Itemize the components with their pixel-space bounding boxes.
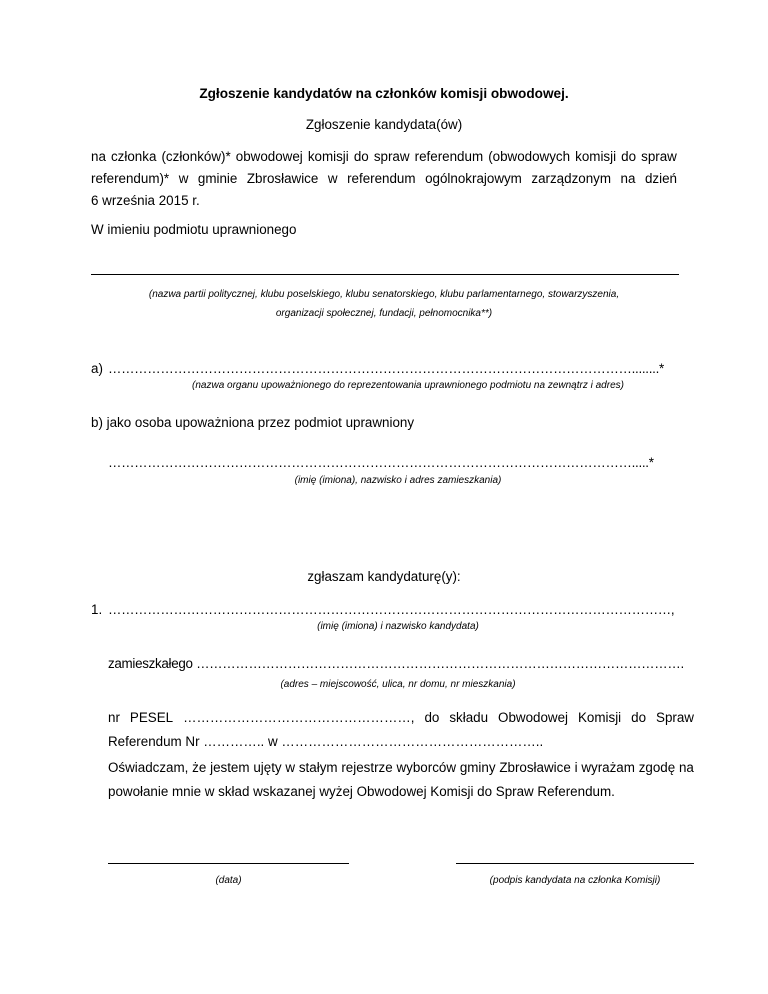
word: dzień: [644, 171, 677, 186]
word: referendum: [414, 149, 484, 164]
word: w: [178, 171, 189, 186]
word: spraw: [641, 149, 677, 164]
word: (członków)*: [161, 149, 231, 164]
word: wyborców: [396, 760, 457, 775]
candidate-number: 1.: [91, 602, 103, 617]
date-caption: (data): [215, 875, 242, 886]
signature-caption: (podpis kandydata na członka Komisji): [489, 875, 661, 886]
word: Spraw: [656, 710, 694, 725]
option-b-dots: ………………………………………………………………………………………………………….....*: [108, 455, 654, 470]
word: zgodę: [638, 760, 676, 775]
word: w: [327, 171, 338, 186]
signature-line: [456, 863, 694, 864]
word: na: [91, 149, 106, 164]
option-a-dots: …………………………………………………………………………………………………………........*: [108, 361, 664, 376]
word: jestem: [210, 760, 250, 775]
intro-line-2: [91, 171, 677, 186]
word: że: [192, 760, 207, 775]
word: referendum)*: [91, 171, 170, 186]
word: spraw: [373, 149, 410, 164]
word: i: [574, 760, 578, 775]
word: komisji: [575, 149, 617, 164]
option-a-caption: (nazwa organu upoważnionego do reprezentowania uprawnionego podmiotu na zewnątrz i adres): [192, 380, 624, 391]
candidate-address-caption: (adres – miejscowość, ulica, nr domu, nr mieszkania): [280, 679, 516, 690]
word: na: [620, 171, 636, 186]
word: (obwodowych: [488, 149, 571, 164]
word: do: [353, 149, 369, 164]
document-title: Zgłoszenie kandydatów na członków komisji obwodowej.: [199, 86, 569, 101]
word: w: [285, 760, 296, 775]
word: rejestrze: [341, 760, 393, 775]
word: komisji: [307, 149, 349, 164]
nominate-text: zgłaszam kandydaturę(y):: [307, 569, 461, 584]
word: na: [678, 760, 694, 775]
word: obwodowej: [235, 149, 303, 164]
word: członka: [110, 149, 157, 164]
word: ……………………………………………,: [183, 710, 415, 725]
word: ogólnokrajowym: [425, 171, 522, 186]
candidate-name-caption: (imię (imiona) i nazwisko kandydata): [317, 621, 479, 632]
pesel-line: [108, 710, 694, 725]
declaration-line-2: powołanie mnie w skład wskazanej wyżej Obwodowej Komisji do Spraw Referendum.: [108, 784, 615, 799]
entity-caption-line-1: (nazwa partii politycznej, klubu poselskiego, klubu senatorskiego, klubu parlamentarnego, stowarzyszenia,: [148, 289, 620, 300]
option-a-marker: a): [91, 361, 103, 376]
word: stałym: [298, 760, 338, 775]
word: PESEL: [129, 710, 174, 725]
entity-caption-line-2: organizacji społecznej, fundacji, pełnomocnika**): [275, 308, 493, 319]
word: Komisji: [577, 710, 622, 725]
on-behalf-text: W imieniu podmiotu uprawnionego: [91, 222, 297, 237]
word: do: [621, 149, 637, 164]
word: Zbrosławice: [246, 171, 319, 186]
word: referendum: [347, 171, 416, 186]
word: nr: [108, 710, 120, 725]
word: Oświadczam,: [108, 760, 189, 775]
word: gminy: [459, 760, 496, 775]
intro-line-3: 6 września 2015 r.: [91, 193, 200, 208]
word: gminie: [197, 171, 238, 186]
word: do: [631, 710, 647, 725]
word: Zbrosławice: [499, 760, 571, 775]
word: do: [424, 710, 440, 725]
word: zarządzonym: [531, 171, 612, 186]
document-subtitle: Zgłoszenie kandydata(ów): [305, 117, 463, 132]
option-b-caption: (imię (imiona), nazwisko i adres zamieszkania): [294, 475, 502, 486]
intro-line-1: [91, 149, 677, 164]
word: wyrażam: [581, 760, 635, 775]
word: Obwodowej: [498, 710, 568, 725]
option-b-label: b) jako osoba upoważniona przez podmiot uprawniony: [91, 415, 415, 430]
date-line: [108, 863, 349, 864]
declaration-line-1: [108, 760, 694, 775]
referendum-line: Referendum Nr ………….. w …………………………………………………..: [108, 734, 544, 749]
word: składu: [449, 710, 489, 725]
candidate-residing: zamieszkałego ………………………………………………………………………………………………….: [108, 656, 684, 671]
candidate-name-dots: …………………………………………………………………………………………………………………,: [108, 602, 675, 617]
word: ujęty: [253, 760, 282, 775]
entity-name-line: [91, 274, 679, 275]
